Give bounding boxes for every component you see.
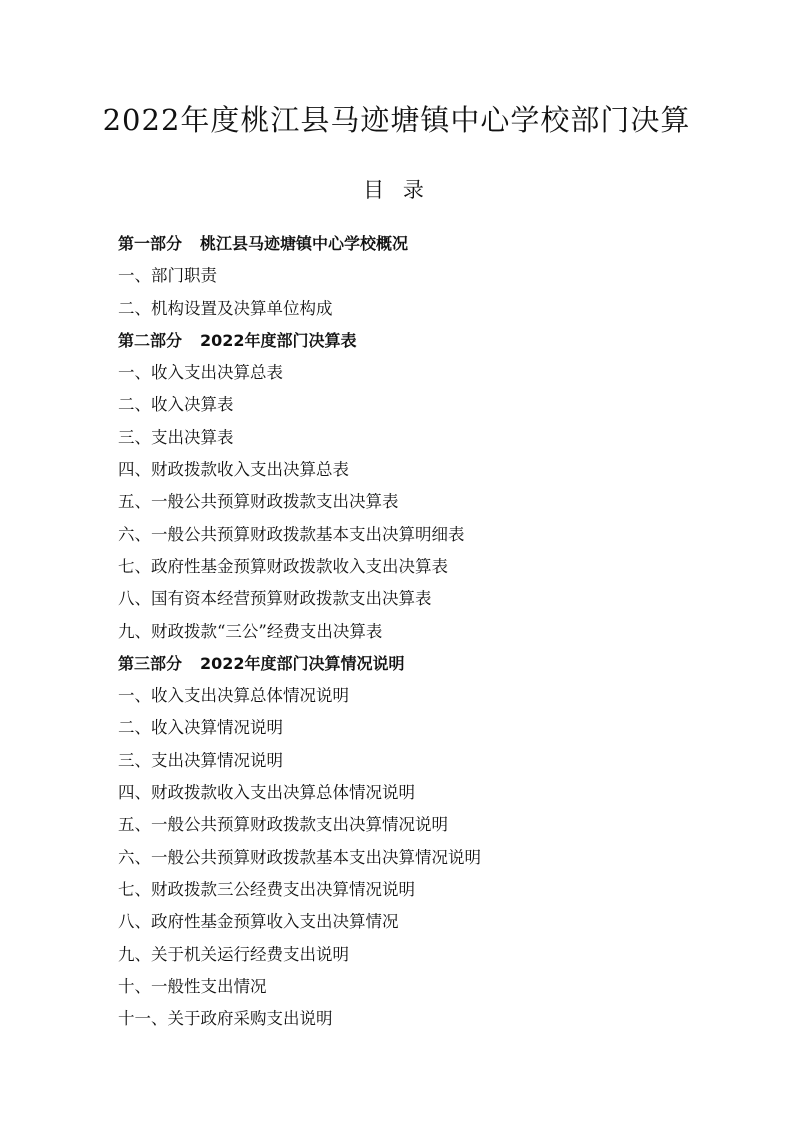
- toc-item: 九、财政拨款“三公”经费支出决算表: [118, 621, 383, 641]
- toc-item: 五、一般公共预算财政拨款支出决算情况说明: [118, 815, 448, 835]
- toc-item: 三、支出决算情况说明: [118, 750, 283, 770]
- toc-item: 二、收入决算表: [118, 395, 234, 415]
- toc-part-label: 第二部分: [118, 330, 183, 350]
- toc-item: 四、财政拨款收入支出决算总体情况说明: [118, 783, 415, 803]
- toc-part-heading: [118, 325, 738, 357]
- toc-part-title: 2022年度部门决算表: [200, 330, 357, 350]
- table-of-contents: [118, 228, 738, 1035]
- toc-item: 七、财政拨款三公经费支出决算情况说明: [118, 879, 415, 899]
- document-title: 2022年度桃江县马迹塘镇中心学校部门决算: [102, 103, 691, 137]
- toc-part-label: 第三部分: [118, 653, 183, 673]
- toc-item: 五、一般公共预算财政拨款支出决算表: [118, 492, 399, 512]
- toc-item: 八、国有资本经营预算财政拨款支出决算表: [118, 589, 432, 609]
- toc-item: 六、一般公共预算财政拨款基本支出决算明细表: [118, 524, 465, 544]
- toc-item: 一、收入支出决算总体情况说明: [118, 686, 349, 706]
- toc-part-heading: [118, 648, 738, 680]
- toc-item: 三、支出决算表: [118, 427, 234, 447]
- toc-heading: 目 录: [363, 178, 430, 202]
- toc-item: 四、财政拨款收入支出决算总表: [118, 460, 349, 480]
- toc-item: 一、收入支出决算总表: [118, 363, 283, 383]
- toc-part-heading: [118, 228, 738, 260]
- toc-item: 一、部门职责: [118, 266, 217, 286]
- toc-item: 六、一般公共预算财政拨款基本支出决算情况说明: [118, 847, 481, 867]
- toc-item: 九、关于机关运行经费支出说明: [118, 944, 349, 964]
- toc-part-title: 桃江县马迹塘镇中心学校概况: [200, 234, 409, 253]
- toc-item: 二、机构设置及决算单位构成: [118, 298, 333, 318]
- toc-item: 七、政府性基金预算财政拨款收入支出决算表: [118, 556, 448, 576]
- toc-item: 二、收入决算情况说明: [118, 718, 283, 738]
- toc-item: 十、一般性支出情况: [118, 976, 267, 996]
- toc-part-label: 第一部分: [118, 234, 183, 253]
- toc-item: 八、政府性基金预算收入支出决算情况: [118, 912, 399, 932]
- toc-part-title: 2022年度部门决算情况说明: [200, 653, 405, 673]
- toc-item: 十一、关于政府采购支出说明: [118, 1009, 333, 1029]
